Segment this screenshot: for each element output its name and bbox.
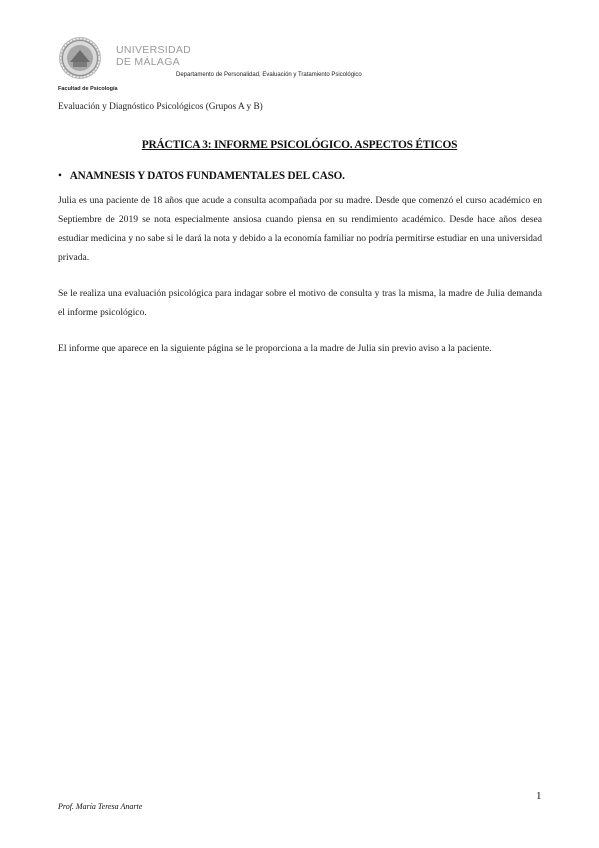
university-name-line2: DE MÁLAGA xyxy=(116,56,180,68)
section-heading xyxy=(58,170,345,182)
subject-line: Evaluación y Diagnóstico Psicológicos (Grupos A y B) xyxy=(58,102,263,112)
bullet-marker: • xyxy=(58,170,62,182)
university-name xyxy=(116,44,191,68)
paragraph-report-notice: El informe que aparece en la siguiente página se le proporciona a la madre de Julia sin previo aviso a la paciente. xyxy=(58,343,492,354)
author-footer: Prof. María Teresa Anarte xyxy=(58,802,143,811)
document-title: PRÁCTICA 3: INFORME PSICOLÓGICO. ASPECTOS ÉTICOS xyxy=(141,139,458,151)
paragraph-evaluation: Se le realiza una evaluación psicológica para indagar sobre el motivo de consulta y tras la misma, la madre de Julia demanda el informe psicológico. xyxy=(58,288,542,318)
university-name-line1: UNIVERSIDAD xyxy=(116,44,192,56)
faculty-name: Facultad de Psicología xyxy=(58,86,118,92)
paragraph-case-description: Julia es una paciente de 18 años que acude a consulta acompañada por su madre. Desde que comenzó el curso académico en Septiembre de 2019 se nota especialmente ansiosa cuando piensa en su rendimiento académico. Desde hace años desea estudiar medicina y no sabe si le dará la nota y debido a la economía familiar no podría permitirse estudiar en una universidad privada. xyxy=(58,195,542,263)
university-seal-logo xyxy=(58,36,102,80)
department-name: Departamento de Personalidad, Evaluación y Tratamiento Psicológico xyxy=(176,72,362,78)
page-number: 1 xyxy=(536,790,542,802)
section-heading-text: ANAMNESIS Y DATOS FUNDAMENTALES DEL CASO. xyxy=(69,170,345,182)
